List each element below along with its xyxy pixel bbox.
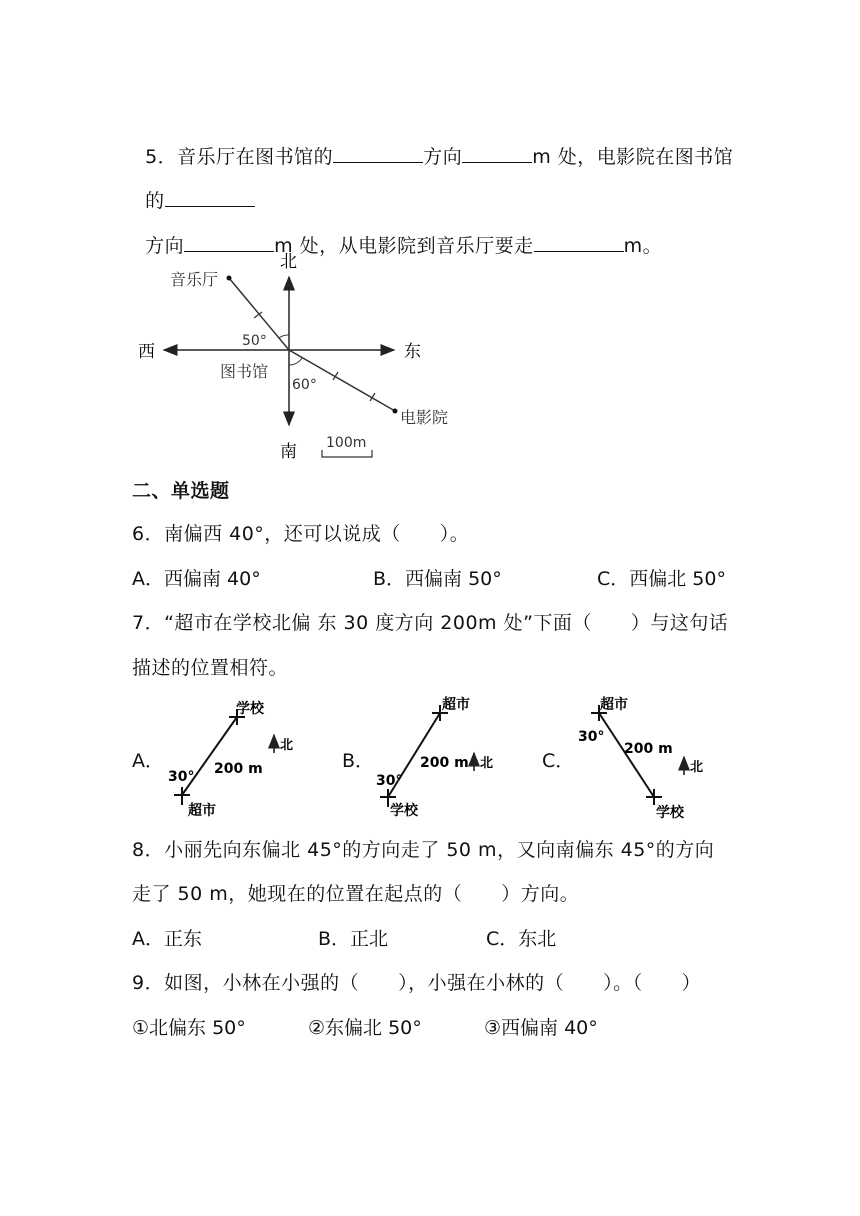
school-label: 学校 xyxy=(236,701,264,717)
market-label: 超市 xyxy=(442,697,470,713)
north-label: 北 xyxy=(280,738,294,753)
north-label: 北 xyxy=(690,760,704,775)
q8-stem-line2: 走了 50 m，她现在的位置在起点的（ ）方向。 xyxy=(132,883,580,905)
q5-line2: 的 xyxy=(132,160,255,214)
scale-bar xyxy=(322,450,372,457)
distance-label: 200 m xyxy=(214,761,263,777)
q8-stem-line1: 8．小丽先向东偏北 45°的方向走了 50 m，又向南偏东 45°的方向 xyxy=(132,839,715,861)
answer-blank[interactable] xyxy=(333,142,423,163)
answer-blank[interactable] xyxy=(534,231,624,252)
cinema-point xyxy=(393,409,398,414)
q5-direction-diagram xyxy=(132,245,472,465)
west-label: 西 xyxy=(138,342,155,362)
angle-label: 30° xyxy=(578,729,605,745)
school-label: 学校 xyxy=(390,803,418,819)
q6-option-c[interactable]: C．西偏北 50° xyxy=(597,568,726,590)
north-label: 北 xyxy=(280,252,297,272)
q9-option-3[interactable]: ③西偏南 40° xyxy=(484,1017,598,1039)
library-label: 图书馆 xyxy=(220,362,269,381)
angle-label: 30° xyxy=(168,769,195,785)
north-label: 北 xyxy=(480,756,494,771)
market-label: 超市 xyxy=(600,697,628,713)
q6-stem: 6．南偏西 40°，还可以说成（ ）。 xyxy=(132,523,470,545)
q7-stem-line1: 7．“超市在学校北偏 东 30 度方向 200m 处”下面（ ）与这句话 xyxy=(132,612,729,634)
q9-option-1[interactable]: ①北偏东 50° xyxy=(132,1017,246,1039)
q7-stem-line2: 描述的位置相符。 xyxy=(132,657,289,679)
q9-option-2[interactable]: ②东偏北 50° xyxy=(308,1017,422,1039)
section-title: 二、单选题 xyxy=(132,480,230,502)
east-label: 东 xyxy=(404,342,421,362)
south-label: 南 xyxy=(280,442,297,462)
q7-diagram-a[interactable] xyxy=(162,695,312,825)
school-label: 学校 xyxy=(656,805,684,821)
angle-50-label: 50° xyxy=(242,333,267,349)
market-label: 超市 xyxy=(188,803,216,819)
q8-option-c[interactable]: C．东北 xyxy=(486,928,557,950)
q7-option-a-label[interactable]: A． xyxy=(132,750,164,772)
q9-stem: 9．如图，小林在小强的（ ），小强在小林的（ ）。（ ） xyxy=(132,972,702,994)
q6-option-a[interactable]: A．西偏南 40° xyxy=(132,568,261,590)
q5-line1: 5．音乐厅在图书馆的 方向 m 处，电影院在图书馆 xyxy=(132,116,733,170)
q8-option-b[interactable]: B．正北 xyxy=(318,928,389,950)
q5-line3: 方向 m 处，从电影院到音乐厅要走 m。 xyxy=(132,205,662,259)
music-hall-label: 音乐厅 xyxy=(170,270,219,289)
angle-label: 30° xyxy=(376,773,403,789)
scale-label: 100m xyxy=(326,435,367,451)
angle-60-label: 60° xyxy=(292,377,317,393)
music-hall-point xyxy=(227,276,232,281)
distance-label: 200 m xyxy=(624,741,673,757)
q7-diagram-b[interactable] xyxy=(370,695,520,825)
q7-diagram-c[interactable] xyxy=(574,695,724,825)
distance-label: 200 m xyxy=(420,755,469,771)
cinema-label: 电影院 xyxy=(400,408,449,427)
q7-option-c-label[interactable]: C． xyxy=(542,750,575,772)
answer-blank[interactable] xyxy=(165,186,255,207)
q6-option-b[interactable]: B．西偏南 50° xyxy=(373,568,502,590)
answer-blank[interactable] xyxy=(462,142,532,163)
q8-option-a[interactable]: A．正东 xyxy=(132,928,202,950)
q7-option-b-label[interactable]: B． xyxy=(342,750,375,772)
